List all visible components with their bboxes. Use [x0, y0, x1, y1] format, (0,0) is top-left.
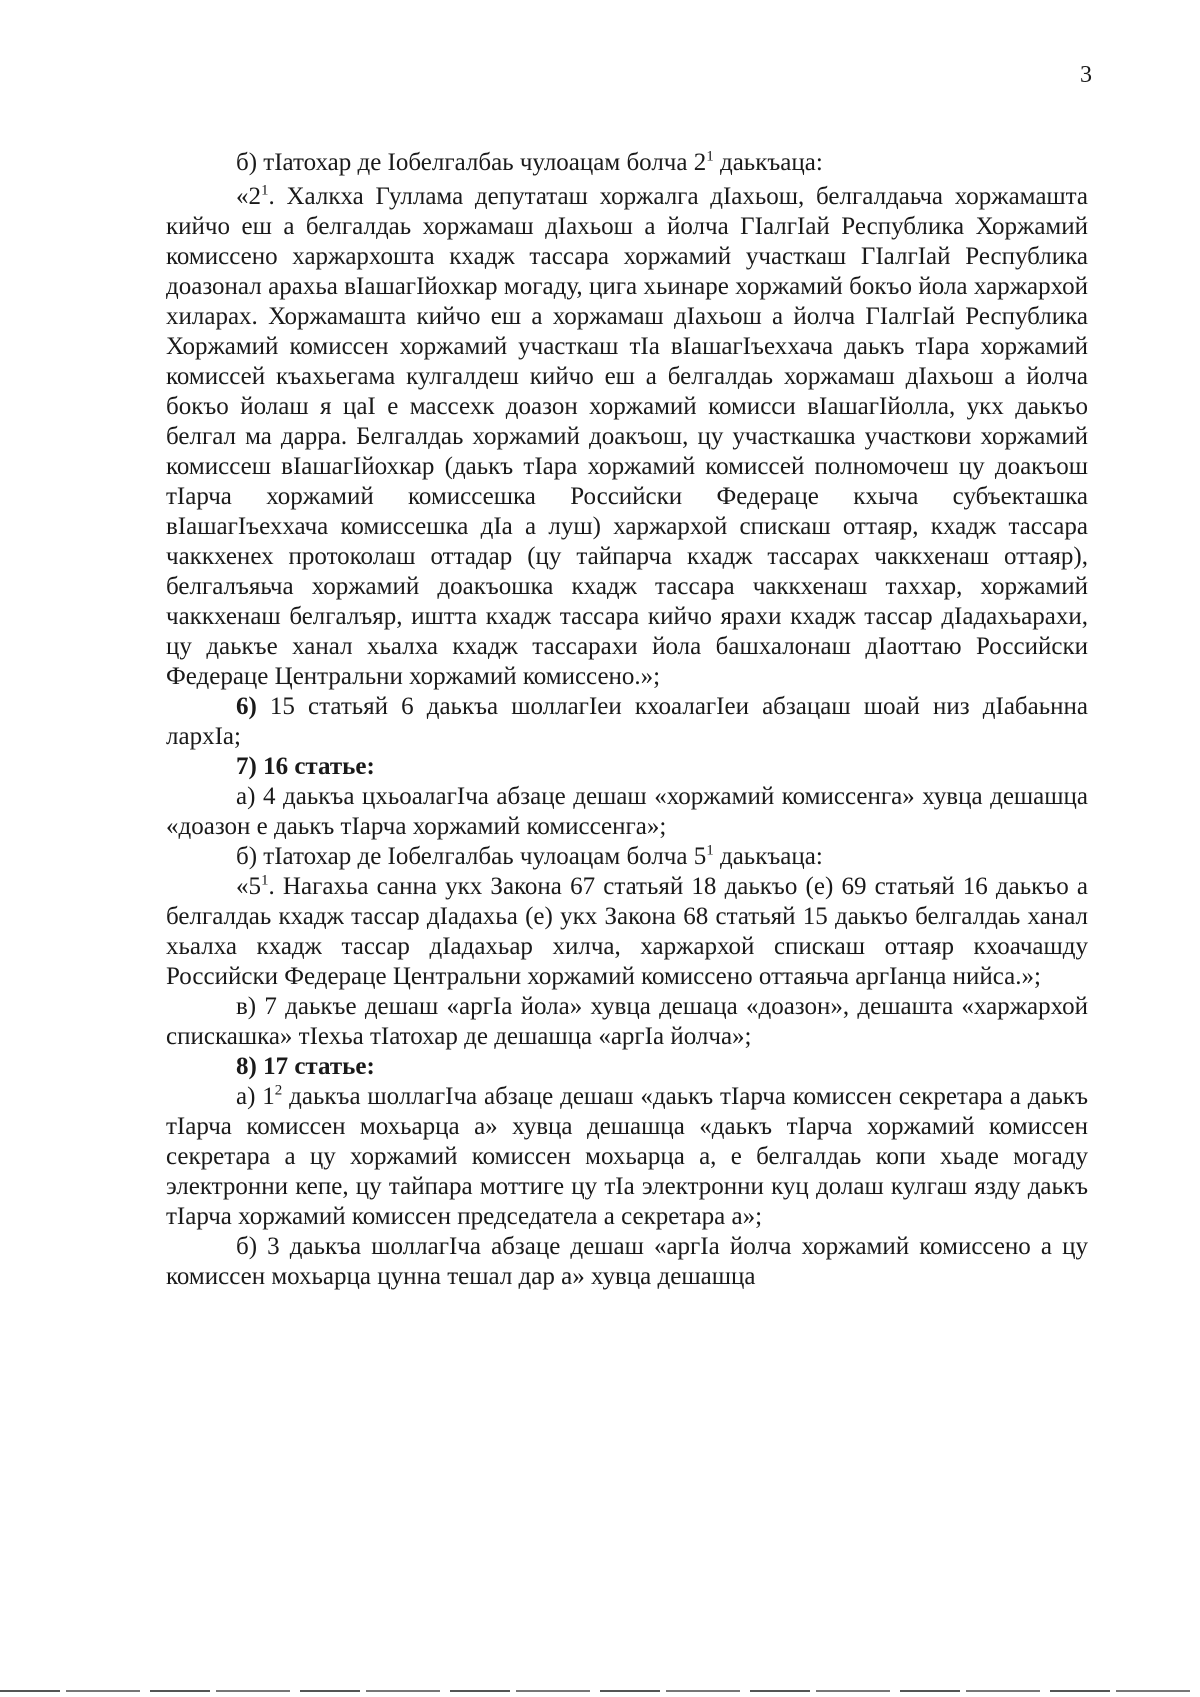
item-number: 6) [236, 693, 257, 720]
paragraph-text: 15 статьяй 6 даькъа шоллагIеи кхоалагIеи абзацаш шоай низ дIабаьнна лархIа; [166, 693, 1088, 750]
superscript: 1 [261, 182, 269, 199]
paragraph: в) 7 даькъе дешаш «аргIа йола» хувца дешаца «доазон», дешашта «харжархой спискашка» тIехьа тIатохар де дешашца «аргIа йолча»; [166, 993, 1088, 1050]
paragraph-text: б) тIатохар де Iобелгалбаь чулоацам болча 5 [236, 843, 707, 870]
document-body [166, 148, 1088, 1292]
superscript: 1 [261, 872, 269, 889]
paragraph [166, 692, 1088, 752]
section-heading: 8) 17 статье: [236, 1053, 375, 1080]
paragraph [166, 148, 1088, 178]
superscript: 1 [706, 842, 714, 859]
paragraph [166, 872, 1088, 992]
paragraph-text: . Нагахьа санна укх Закона 67 статьяй 18 даькъо (е) 69 статьяй 16 даькъо а белгалдаь кхадж тассар дIадахьа (е) укх Закона 68 статьяй 15 даькъо белгалдаь ханал хьалха кхадж тассар дIадахьар хилча, харжархой спискаш оттаяр кхоачашду Российски Федераце Центральни хоржамий комиссено оттаяьча аргIанца нийса.»; [166, 873, 1088, 990]
paragraph [166, 842, 1088, 872]
paragraph: а) 4 даькъа цхьоалагIча абзаце дешаш «хоржамий комиссенга» хувца дешашца «доазон е даькъ тIарча хоржамий комиссенга»; [166, 783, 1088, 840]
section-heading: 7) 16 статье: [236, 753, 375, 780]
paragraph-text: даькъа шоллагIча абзаце дешаш «даькъ тIарча комиссен секретара а даькъ тIарча комиссен мохьарца а» хувца дешашца «даькъ тIарча хоржамий комиссен секретара а цу хоржамий комиссен мохьарца а, е белгалдаь копи хьаде могаду электронни кепе, цу тайпара моттиге цу тIа электронни куц долаш кулгаш язду даькъ тIарча хоржамий комиссен председатела а секретара а»; [166, 1083, 1089, 1230]
superscript: 1 [706, 148, 714, 165]
paragraph [166, 1082, 1088, 1232]
paragraph-text: «2 [236, 183, 261, 210]
paragraph-text: а) 1 [236, 1083, 275, 1110]
paragraph-text: б) тIатохар де Iобелгалбаь чулоацам болча 2 [236, 149, 707, 176]
paragraph [166, 182, 1088, 692]
paragraph-text: . Халкха Гуллама депутаташ хоржалга дIахьош, белгалдаьча хоржамашта кийчо еш а белгалдаь хоржамаш дIахьош а йолча ГIалгIай Республика Хоржамий комиссено харжархошта кхадж тассара хоржамий участкаш ГIалгIай Республика доазонал арахьа вIашагIйохкар могаду, цига хьинаре хоржамий бокъо йола харжархой хиларах. Хоржамашта кийчо еш а хоржамаш дIахьош а йолча ГIалгIай Республика Хоржамий комиссен хоржамий участкаш тIа вIашагIъеххача даькъ тIара хоржамий комиссей къахьегама кулгалдеш кийчо еш а белгалдаь хоржамаш дIахьош а йолча бокъо йолаш я цаI е массехк доазон хоржамий комисси вIашагIйолла, укх даькъо белгал ма дарра. Белгалдаь хоржамий доакъош, цу участкашка участкови хоржамий комиссеш вIашагIйохкар (даькъ тIара хоржамий комиссей полномочеш цу доакъош тIарча хоржамий комиссешка Российски Федераце кхыча субъекташка вIашагIъеххача комиссешка дIа а луш) харжархой спискаш оттаяр, кхадж тассара чаккхенех протоколаш оттадар (цу тайпарча кхадж тассарах чаккхенаш оттаяр), белгалъяьча хоржамий доакъошка кхадж тассара чаккхенаш таххар, хоржамий чаккхенаш белгалъяр, иштта кхадж тассара кийчо ярахи кхадж тассар дIадахьарахи, цу даькъе ханал хьалха кхадж тассарахи йола башхалонаш дIаоттаю Российски Федераце Центральни хоржамий комиссено.»; [166, 183, 1088, 690]
paragraph-text: «5 [236, 873, 261, 900]
scan-edge-line [0, 1690, 1200, 1692]
page-number: 3 [1080, 62, 1092, 88]
paragraph-text: даькъаца: [713, 843, 823, 870]
superscript: 2 [274, 1082, 283, 1099]
paragraph: б) 3 даькъа шоллагIча абзаце дешаш «аргIа йолча хоржамий комиссено а цу комиссен мохьарца цунна тешал дар а» хувца дешашца [166, 1233, 1088, 1290]
paragraph-text: даькъаца: [713, 149, 823, 176]
